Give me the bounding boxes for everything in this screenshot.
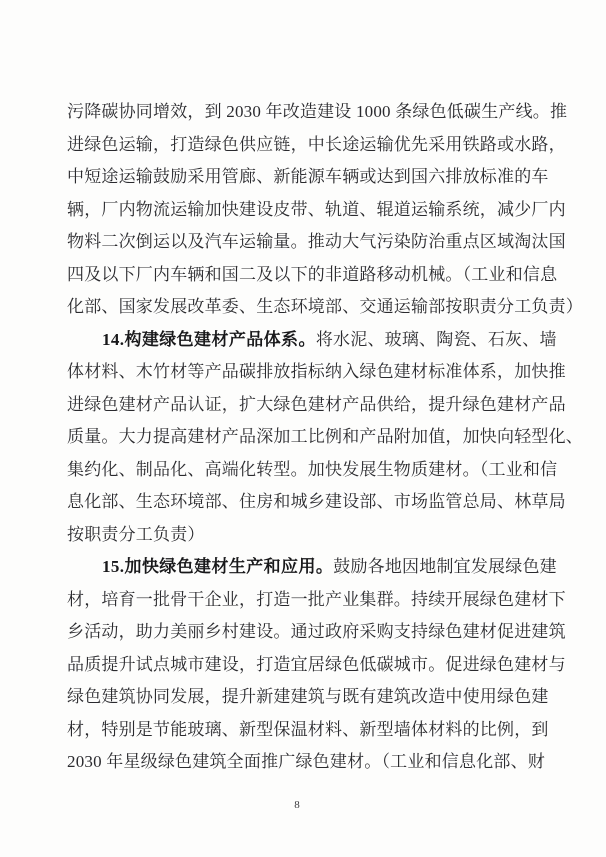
body-line: 2030 年星级绿色建筑全面推广绿色建材。（工业和信息化部、财: [67, 752, 545, 771]
body-line: 材，培育一批骨干企业，打造一批产业集群。持续开展绿色建材下: [67, 589, 566, 609]
body-line: 乡活动，助力美丽乡村建设。通过政府采购支持绿色建材促进建筑: [67, 622, 566, 641]
body-line: 中短途运输鼓励采用管廊、新能源车辆或达到国六排放标准的车: [67, 167, 549, 186]
body-line: 质量。大力提高建材产品深加工比例和产品附加值，加快向轻型化、: [67, 427, 583, 446]
body-line: 化部、国家发展改革委、生态环境部、交通运输部按职责分工负责）: [67, 297, 583, 316]
body-line: 集约化、制品化、高端化转型。加快发展生物质建材。（工业和信: [67, 459, 558, 479]
body-text: 将水泥、玻璃、陶瓷、石灰、墙: [315, 329, 557, 349]
body-line: 物料二次倒运以及汽车运输量。推动大气污染防治重点区域淘汰国: [67, 232, 566, 251]
body-line: 污降碳协同增效，到 2030 年改造建设 1000 条绿色低碳生产线。推: [67, 102, 568, 121]
body-line: 辆，厂内物流运输加快建设皮带、轨道、辊道运输系统，减少厂内: [67, 199, 566, 219]
text-block: [67, 96, 583, 779]
body-line: 息化部、生态环境部、住房和城乡建设部、市场监管总局、林草局: [67, 492, 566, 511]
body-line: 四及以下厂内车辆和国二及以下的非道路移动机械。（工业和信息: [67, 264, 558, 284]
section-heading-14: 14.构建绿色建材产品体系。: [102, 329, 316, 349]
page-number: 8: [294, 799, 300, 811]
body-line: [67, 324, 557, 357]
body-line: 材，特别是节能玻璃、新型保温材料、新型墙体材料的比例，到: [67, 719, 549, 739]
body-line: 进绿色建材产品认证，扩大绿色建材产品供给，提升绿色建材产品: [67, 394, 566, 414]
body-line: [67, 551, 557, 584]
body-line: 品质提升试点城市建设，打造宜居绿色低碳城市。促进绿色建材与: [67, 654, 566, 674]
body-line: 按职责分工负责）: [67, 524, 205, 544]
body-line: 体材料、木竹材等产品碳排放指标纳入绿色建材标准体系，加快推: [67, 362, 566, 381]
section-heading-15: 15.加快绿色建材生产和应用。: [102, 557, 334, 576]
body-text: 鼓励各地因地制宜发展绿色建: [333, 557, 557, 576]
body-line: 绿色建筑协同发展，提升新建建筑与既有建筑改造中使用绿色建: [67, 687, 549, 706]
body-line: 进绿色运输，打造绿色供应链，中长途运输优先采用铁路或水路，: [67, 134, 566, 154]
